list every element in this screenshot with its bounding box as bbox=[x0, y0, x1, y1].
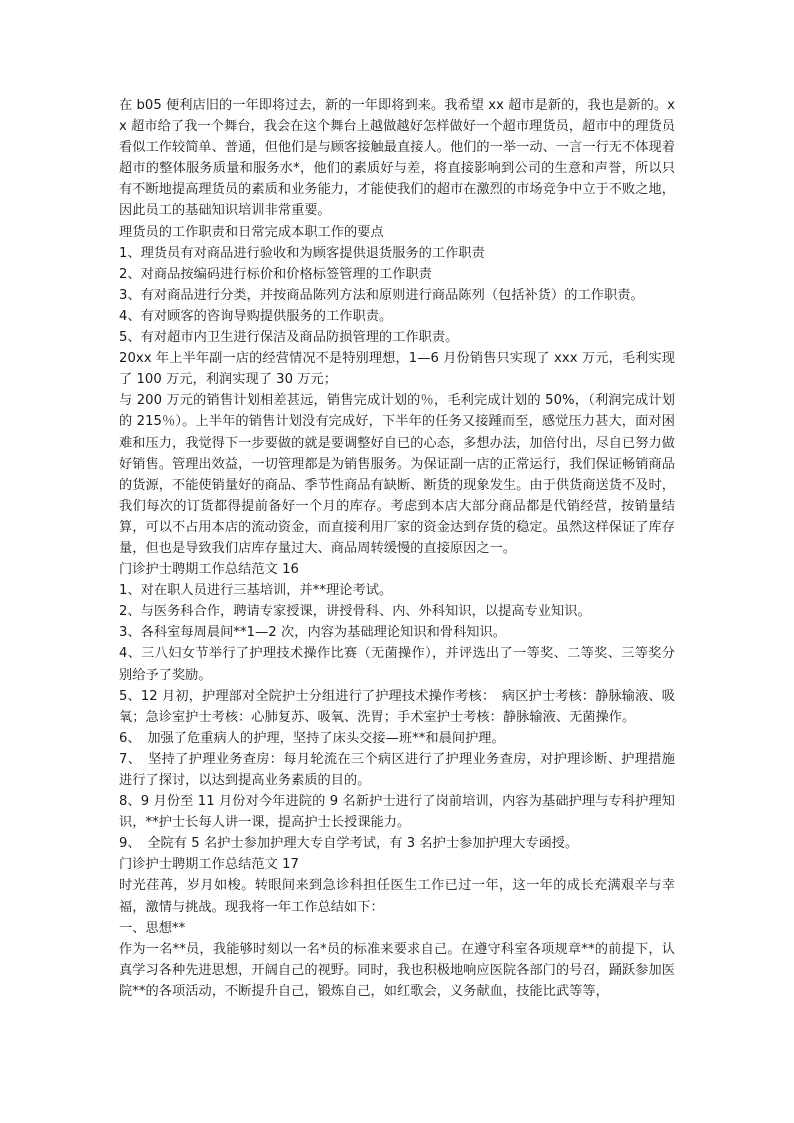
list-item: 1、对在职人员进行三基培训，并**理论考试。 bbox=[119, 583, 393, 599]
list-item: 9、 全院有 5 名护士参加护理大专自学考试，有 3 名护士参加护理大专函授。 bbox=[119, 836, 579, 852]
list-item: 2、对商品按编码进行标价和价格标签管理的工作职责 bbox=[119, 266, 432, 282]
list-item: 1、理货员有对商品进行验收和为顾客提供退货服务的工作职责 bbox=[119, 245, 485, 261]
sales-analysis-paragraph: 与 200 万元的销售计划相差甚远，销售完成计划的％，毛利完成计划的 50%，（利润完成计划的 215％）。上半年的销售计划没有完成好，下半年的任务又接踵而至，感觉压力甚大，面对困难和压力，我觉得下一步要做的就是要调整好自已的心态，多想办法，加倍付出，尽自已努力做好销售。管理出效益，一切管理都是为销售服务。为保证副一店的正常运行，我们保证畅销商品的货源，不能使销量好的商品、季节性商品有缺断、断货的现象发生。由于供货商送货不及时，我们每次的订货都得提前备好一个月的库存。考虑到本店大部分商品都是代销经营，按销量结算，可以不占用本店的流动资金，而直接利用厂家的资金达到存货的稳定。虽然这样保证了库存量，但也是导致我们店库存量过大、商品周转缓慢的直接原因之一。 bbox=[119, 393, 675, 556]
list-item: 4、有对顾客的咨询导购提供服务的工作职责。 bbox=[119, 308, 393, 324]
list-item: 5、有对超市内卫生进行保洁及商品防损管理的工作职责。 bbox=[119, 330, 459, 346]
list-item: 6、 加强了危重病人的护理，坚持了床头交接—班**和晨间护理。 bbox=[119, 730, 505, 746]
section-heading-16: 门诊护士聘期工作总结范文 16 bbox=[119, 562, 299, 578]
subsection-heading: 一、思想** bbox=[119, 920, 186, 936]
section-heading-duties: 理货员的工作职责和日常完成本职工作的要点 bbox=[119, 224, 384, 240]
intro-paragraph: 在 b05 便利店旧的一年即将过去，新的一年即将到来。我希望 xx 超市是新的，我也是新的。xx 超市给了我一个舞台，我会在这个舞台上越做越好怎样做好一个超市理货员，超市中的理货员看似工作较简单、普通，但他们是与顾客接触最直接人。他们的一举一动、一言一行无不体现着超市的整体服务质量和服务水*，他们的素质好与差，将直接影响到公司的生意和声誉，所以只有不断地提高理货员的素质和业务能力，才能使我们的超市在激烈的市场竞争中立于不败之地，因此员工的基础知识培训非常重要。 bbox=[119, 98, 675, 219]
document-body bbox=[119, 95, 675, 1002]
list-item: 7、 坚持了护理业务查房：每月轮流在三个病区进行了护理业务查房，对护理诊断、护理措施进行了探讨，以达到提高业务素质的目的。 bbox=[119, 751, 675, 788]
body-paragraph: 作为一名**员，我能够时刻以一名*员的标准来要求自己。在遵守科室各项规章**的前提下，认真学习各种先进思想，开阔自己的视野。同时，我也积极地响应医院各部门的号召，踊跃参加医院**的各项活动，不断提升自己，锻炼自己，如红歌会，义务献血，技能比武等等， bbox=[119, 941, 675, 999]
intro-paragraph: 时光荏苒，岁月如梭。转眼间来到急诊科担任医生工作已过一年，这一年的成长充满艰辛与幸福，激情与挑战。现我将一年工作总结如下： bbox=[119, 878, 675, 915]
section-heading-17: 门诊护士聘期工作总结范文 17 bbox=[119, 857, 299, 873]
list-item: 5、12 月初，护理部对全院护士分组进行了护理技术操作考核： 病区护士考核：静脉输液、吸氧；急诊室护士考核：心肺复苏、吸氧、洗胃；手术室护士考核：静脉输液、无菌操作。 bbox=[119, 688, 675, 725]
sales-summary-paragraph: 20xx 年上半年副一店的经营情况不是特别理想，1—6 月份销售只实现了 xxx 万元，毛利实现了 100 万元，利润实现了 30 万元； bbox=[119, 351, 675, 388]
list-item: 8、9 月份至 11 月份对今年进院的 9 名新护士进行了岗前培训，内容为基础护理与专科护理知识，**护士长每人讲一课，提高护士长授课能力。 bbox=[119, 794, 675, 831]
list-item: 3、各科室每周晨间**1—2 次，内容为基础理论知识和骨科知识。 bbox=[119, 625, 507, 641]
list-item: 3、有对商品进行分类，并按商品陈列方法和原则进行商品陈列（包括补货）的工作职责。 bbox=[119, 287, 644, 303]
list-item: 4、三八妇女节举行了护理技术操作比赛（无菌操作），并评选出了一等奖、二等奖、三等奖分别给予了奖励。 bbox=[119, 646, 675, 683]
list-item: 2、与医务科合作，聘请专家授课，讲授骨科、内、外科知识，以提高专业知识。 bbox=[119, 604, 591, 620]
